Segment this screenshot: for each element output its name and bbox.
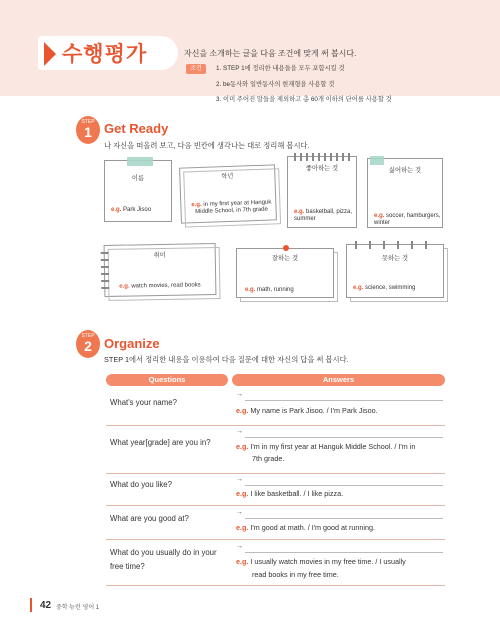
answer-line <box>245 552 443 553</box>
card-name <box>104 160 172 222</box>
step1-title: Get Ready <box>104 121 169 136</box>
card-label: 취미 <box>153 251 166 260</box>
footer-accent-bar <box>30 598 32 612</box>
answer-line <box>245 485 443 486</box>
card-example: e.g. basketball, pizza, summer <box>294 209 353 222</box>
condition-2: 2. be동사와 일반동사의 현재형을 사용할 것 <box>216 81 335 88</box>
answer-example: e.g. I'm good at math. / I'm good at running. <box>236 523 375 532</box>
card-example: e.g. watch movies, read books <box>119 282 201 290</box>
step1-badge <box>76 116 100 144</box>
card-label: 싫어하는 것 <box>388 167 422 174</box>
question: What year[grade] are you in? <box>110 438 211 447</box>
question: What do you like? <box>110 480 172 489</box>
card-label: 학년 <box>221 172 234 181</box>
card-example: e.g. soccer, hamburgers, winter <box>374 213 441 226</box>
step1-word: STEP <box>81 119 95 125</box>
answer-line <box>245 518 443 519</box>
card-label: 잘하는 것 <box>271 255 299 262</box>
title-arrow-icon <box>44 42 56 66</box>
arrow-icon: → <box>236 391 243 398</box>
card-dislikes <box>367 158 443 228</box>
tape-decoration <box>370 156 384 165</box>
answers-header: Answers <box>232 374 445 386</box>
question: What are you good at? <box>110 514 189 523</box>
step2-number: 2 <box>84 338 92 354</box>
book-title: 중학 뉴런 영어 1 <box>56 605 100 611</box>
card-example: e.g. in my first year at Hanguk Middle School, in 7th grade <box>191 199 272 216</box>
card-example: e.g. Park Jisoo <box>111 207 152 213</box>
questions-header: Questions <box>106 374 228 386</box>
task-description: 자신을 소개하는 글을 다음 조건에 맞게 써 봅시다. <box>184 49 357 58</box>
condition-badge: 조건 <box>186 64 206 74</box>
question: What's your name? <box>110 398 177 407</box>
answer-continuation: read books in my free time. <box>252 570 339 579</box>
arrow-icon: → <box>236 509 243 516</box>
card-grade <box>179 164 277 223</box>
step2-description: STEP 1에서 정리한 내용을 이용하여 다음 질문에 대한 자신의 답을 써 봅시다. <box>104 355 349 364</box>
step2-badge <box>76 330 100 358</box>
card-example: e.g. science, swimming <box>353 285 416 291</box>
page-title: 수행평가 <box>62 43 148 66</box>
answer-line <box>245 400 443 401</box>
card-good-at <box>236 248 334 298</box>
card-label: 이름 <box>131 175 145 182</box>
card-example: e.g. math, running <box>245 287 294 293</box>
answer-example: e.g. I'm in my first year at Hanguk Middle School. / I'm in <box>236 442 416 451</box>
step2-word: STEP <box>81 333 95 339</box>
card-label: 못하는 것 <box>381 255 409 262</box>
answer-example: e.g. I like basketball. / I like pizza. <box>236 489 344 498</box>
answer-example: e.g. I usually watch movies in my free time. / I usually <box>236 557 406 566</box>
answer-continuation: 7th grade. <box>252 454 285 463</box>
condition-3: 3. 이미 주어진 말들을 제외하고 총 60개 이하의 단어를 사용할 것 <box>216 96 392 103</box>
answer-line <box>245 437 443 438</box>
question: What do you usually do in your free time? <box>110 548 217 571</box>
card-likes <box>287 156 357 228</box>
tape-decoration <box>127 157 153 166</box>
arrow-icon: → <box>236 543 243 550</box>
condition-1: 1. STEP 1에 정리한 내용들을 모두 포함시킬 것 <box>216 65 345 72</box>
arrow-icon: → <box>236 476 243 483</box>
card-bad-at <box>346 244 444 298</box>
spiral-binding <box>355 241 435 249</box>
pin-icon <box>283 245 289 251</box>
step2-title: Organize <box>104 336 160 351</box>
step1-description: 나 자신을 떠올려 보고, 다음 빈칸에 생각나는 대로 정리해 봅시다. <box>104 141 310 150</box>
card-hobby <box>104 243 217 297</box>
answer-example: e.g. My name is Park Jisoo. / I'm Park Jisoo. <box>236 406 378 415</box>
page-number: 42 <box>40 600 52 611</box>
step1-number: 1 <box>84 124 92 140</box>
card-label: 좋아하는 것 <box>305 165 339 172</box>
arrow-icon: → <box>236 428 243 435</box>
spiral-binding <box>294 153 350 161</box>
